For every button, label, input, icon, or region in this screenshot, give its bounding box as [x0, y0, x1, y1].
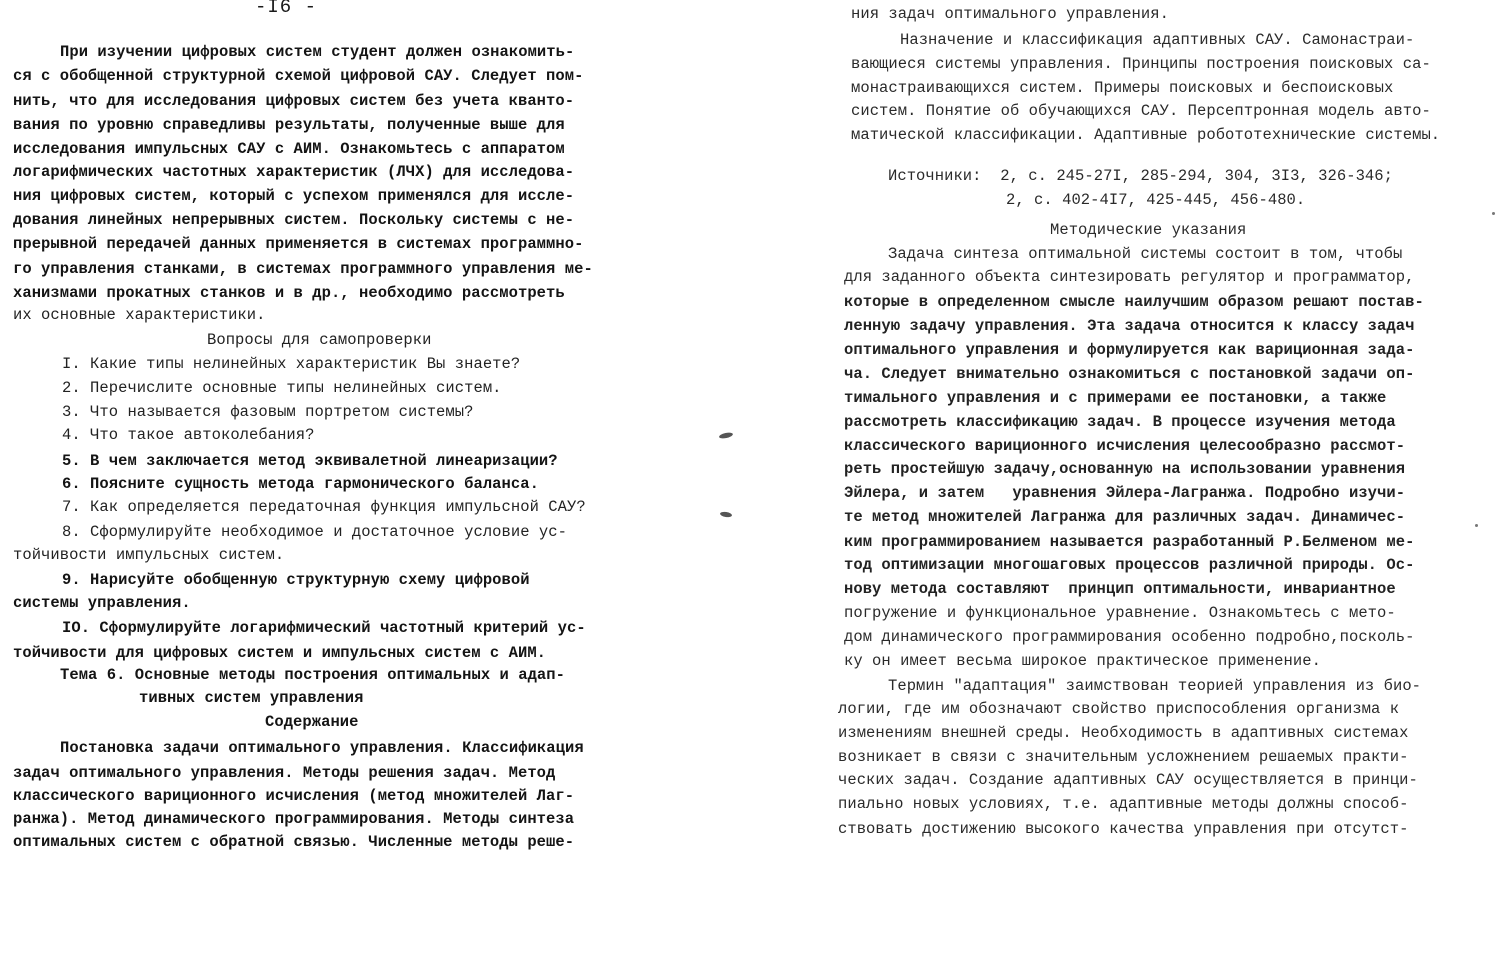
question-6: 6. Поясните сущность метода гармонического баланса.	[62, 475, 539, 493]
right-line-18: классического вариционного исчисления целесообразно рассмот-	[844, 437, 1406, 455]
scan-speck	[1475, 524, 1478, 527]
contents-heading: Содержание	[265, 713, 359, 731]
right-line-28: Термин "адаптация" заимствован теорией управления из био-	[888, 677, 1422, 695]
left-line-4: вания по уровню справедливы результаты, полученные выше для	[13, 116, 565, 134]
right-line-26: дом динамического программирования особенно подробно,посколь-	[844, 628, 1415, 646]
right-line-33: пиально новых условиях, т.е. адаптивные методы должны способ-	[838, 795, 1409, 813]
scan-mark	[719, 432, 734, 440]
guidelines-heading: Методические указания	[1050, 221, 1247, 239]
right-line-1: ния задач оптимального управления.	[851, 5, 1169, 23]
question-2: 2. Перечислите основные типы нелинейных систем.	[62, 379, 502, 397]
left-line-3: нить, что для исследования цифровых систем без учета кванто-	[13, 92, 575, 110]
right-line-34: ствовать достижению высокого качества управления при отсутст-	[838, 820, 1409, 838]
page-number: -I6 -	[255, 0, 318, 18]
sources-line-2: 2, с. 402-4I7, 425-445, 456-480.	[1006, 191, 1306, 209]
scan-speck	[1492, 212, 1495, 215]
right-line-20: Эйлера, и затем уравнения Эйлера-Лагранжа. Подробно изучи-	[844, 484, 1406, 502]
right-line-31: возникает в связи с значительным усложнением решаемых практи-	[838, 748, 1409, 766]
left-line-31: задач оптимального управления. Методы решения задач. Метод	[13, 764, 556, 782]
left-line-12: их основные характеристики.	[13, 306, 266, 324]
question-7: 7. Как определяется передаточная функция импульсной САУ?	[62, 498, 586, 516]
left-line-7: ния цифровых систем, который с успехом применялся для иссле-	[13, 187, 575, 205]
right-line-2: Назначение и классификация адаптивных САУ. Самонастраи-	[900, 31, 1415, 49]
question-1: I. Какие типы нелинейных характеристик Вы знаете?	[62, 355, 521, 373]
question-9-cont: системы управления.	[13, 594, 191, 612]
left-line-33: ранжа). Метод динамического программирования. Методы синтеза	[13, 810, 575, 828]
topic-6-title-cont: тивных систем управления	[139, 689, 364, 707]
right-line-24: нову метода составляют принцип оптимальности, инвариантное	[844, 580, 1396, 598]
left-line-11: ханизмами прокатных станков и в др., необходимо рассмотреть	[13, 284, 565, 302]
left-page	[0, 0, 740, 966]
question-4: 4. Что такое автоколебания?	[62, 426, 315, 444]
self-check-heading: Вопросы для самопроверки	[207, 331, 432, 349]
left-line-8: дования линейных непрерывных систем. Поскольку системы с не-	[13, 211, 575, 229]
right-line-6: матической классификации. Адаптивные робототехнические системы.	[851, 126, 1441, 144]
left-line-6: логарифмических частотных характеристик (ЛЧХ) для исследова-	[13, 163, 575, 181]
right-line-27: ку он имеет весьма широкое практическое применение.	[844, 652, 1321, 670]
right-line-12: которые в определенном смысле наилучшим образом решают постав-	[844, 293, 1424, 311]
right-line-29: логии, где им обозначают свойство приспособления организма к	[838, 700, 1400, 718]
question-9: 9. Нарисуйте обобщенную структурную схему цифровой	[62, 571, 530, 589]
topic-6-title: Тема 6. Основные методы построения оптимальных и адап-	[60, 666, 565, 684]
right-line-32: ческих задач. Создание адаптивных САУ осуществляется в принци-	[838, 771, 1418, 789]
right-line-3: вающиеся системы управления. Принципы построения поисковых са-	[851, 55, 1431, 73]
scan-mark	[720, 511, 733, 518]
left-line-34: оптимальных систем с обратной связью. Численные методы реше-	[13, 833, 575, 851]
left-line-9: прерывной передачей данных применяется в системах программно-	[13, 235, 584, 253]
question-10-cont: тойчивости для цифровых систем и импульсных систем с АИМ.	[13, 644, 547, 662]
right-line-23: тод оптимизации многошаговых процессов различной природы. Ос-	[844, 556, 1415, 574]
right-line-21: те метод множителей Лагранжа для различных задач. Динамичес-	[844, 508, 1406, 526]
left-line-32: классического вариционного исчисления (метод множителей Лаг-	[13, 787, 575, 805]
right-line-14: оптимального управления и формулируется как вариционная зада-	[844, 341, 1415, 359]
left-line-2: ся с обобщенной структурной схемой цифровой САУ. Следует пом-	[13, 67, 584, 85]
question-5: 5. В чем заключается метод эквивалетной линеаризации?	[62, 452, 558, 470]
right-line-30: изменениям внешней среды. Необходимость в адаптивных системах	[838, 724, 1409, 742]
right-line-4: монастраивающихся систем. Примеры поисковых и беспоисковых	[851, 79, 1394, 97]
question-10: IO. Сформулируйте логарифмический частотный критерий ус-	[62, 619, 586, 637]
right-line-11: для заданного объекта синтезировать регулятор и программатор,	[844, 268, 1415, 286]
right-line-13: ленную задачу управления. Эта задача относится к классу задач	[844, 317, 1415, 335]
right-line-5: систем. Понятие об обучающихся САУ. Персептронная модель авто-	[851, 102, 1431, 120]
right-line-17: рассмотреть классификацию задач. В процессе изучения метода	[844, 413, 1396, 431]
right-page	[740, 0, 1504, 966]
left-line-5: исследования импульсных САУ с АИМ. Ознакомьтесь с аппаратом	[13, 140, 565, 158]
right-line-15: ча. Следует внимательно ознакомиться с постановкой задачи оп-	[844, 365, 1415, 383]
right-line-25: погружение и функциональное уравнение. Ознакомьтесь с мето-	[844, 604, 1396, 622]
question-3: 3. Что называется фазовым портретом системы?	[62, 403, 474, 421]
left-line-1: При изучении цифровых систем студент должен ознакомить-	[60, 43, 575, 61]
question-8-cont: тойчивости импульсных систем.	[13, 546, 285, 564]
right-line-19: реть простейшую задачу,основанную на использовании уравнения	[844, 460, 1406, 478]
sources-line-1: Источники: 2, с. 245-27I, 285-294, 304, 3I3, 326-346;	[888, 167, 1393, 185]
question-8: 8. Сформулируйте необходимое и достаточное условие ус-	[62, 523, 567, 541]
right-line-10: Задача синтеза оптимальной системы состоит в том, чтобы	[888, 245, 1403, 263]
left-line-30: Постановка задачи оптимального управления. Классификация	[60, 739, 584, 757]
right-line-22: ким программированием называется разработанный Р.Белменом ме-	[844, 533, 1415, 551]
right-line-16: тимального управления и с примерами ее постановки, а также	[844, 389, 1387, 407]
left-line-10: го управления станками, в системах программного управления ме-	[13, 260, 593, 278]
